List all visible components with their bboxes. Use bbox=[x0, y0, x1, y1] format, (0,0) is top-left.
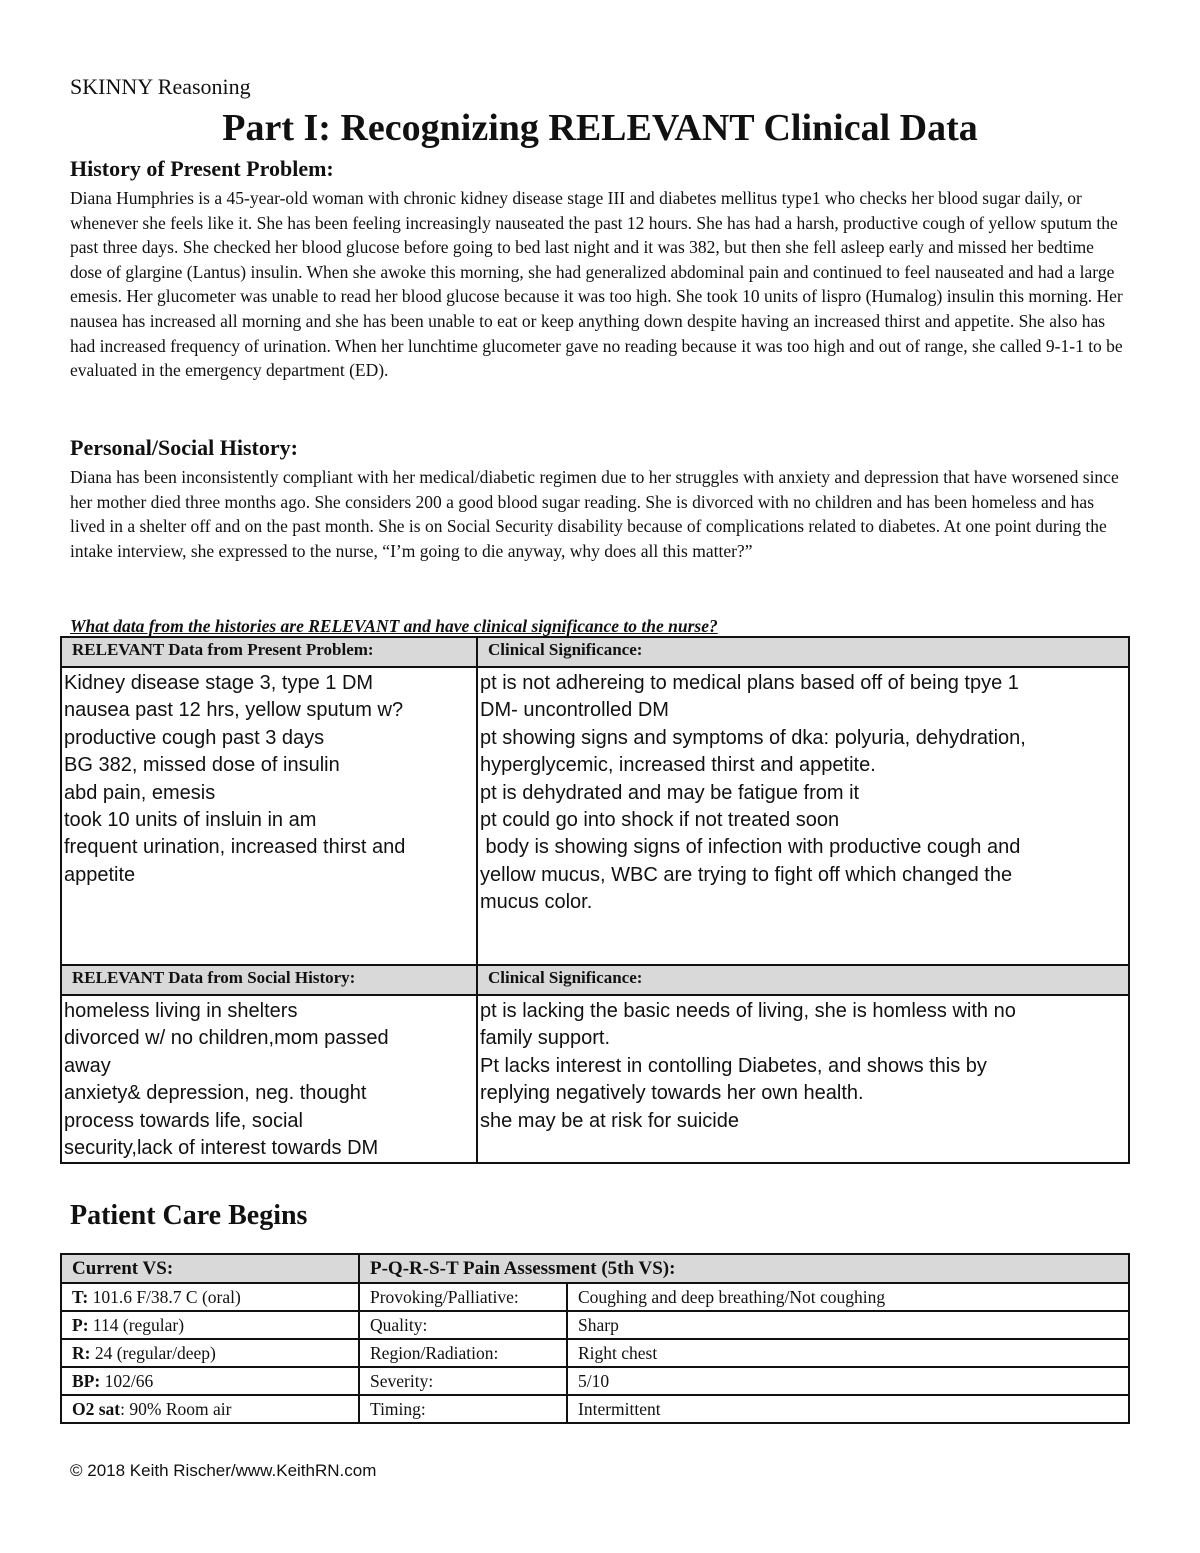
list-item: Kidney disease stage 3, type 1 DM bbox=[64, 672, 374, 694]
page-title: Part I: Recognizing RELEVANT Clinical Data bbox=[222, 107, 978, 149]
table-row bbox=[61, 1339, 1129, 1367]
relevance-question: What data from the histories are RELEVANT and have clinical significance to the nurse? bbox=[70, 616, 718, 636]
document-label: SKINNY Reasoning bbox=[70, 74, 251, 99]
pain-value: 5/10 bbox=[567, 1367, 1129, 1395]
list-item: homeless living in shelters bbox=[64, 1000, 298, 1022]
present-data-header: RELEVANT Data from Present Problem: bbox=[61, 637, 477, 667]
pain-value: Sharp bbox=[567, 1311, 1129, 1339]
present-data-cell[interactable] bbox=[61, 667, 477, 965]
list-item: she may be at risk for suicide bbox=[480, 1109, 739, 1132]
vs-value: 114 (regular) bbox=[88, 1314, 185, 1335]
present-data-list bbox=[62, 668, 476, 889]
list-item: nausea past 12 hrs, yellow sputum w? bbox=[64, 699, 404, 722]
social-data-list bbox=[62, 996, 476, 1162]
table-header-row bbox=[61, 1254, 1129, 1283]
social-data-cell[interactable] bbox=[61, 995, 477, 1163]
list-item: divorced w/ no children,mom passed bbox=[64, 1027, 389, 1050]
list-item: pt is not adhereing to medical plans based off of being tpye 1 bbox=[480, 672, 1019, 694]
table-row bbox=[61, 995, 1129, 1163]
table-header-row bbox=[61, 965, 1129, 995]
vs-value: 101.6 F/38.7 C (oral) bbox=[88, 1286, 241, 1307]
pain-value: Intermittent bbox=[567, 1395, 1129, 1423]
list-item: BG 382, missed dose of insulin bbox=[64, 754, 340, 777]
list-item: security,lack of interest towards DM bbox=[64, 1137, 379, 1160]
vs-value: : 90% Room air bbox=[120, 1398, 232, 1419]
pain-value: Coughing and deep breathing/Not coughing bbox=[567, 1283, 1129, 1311]
list-item: away bbox=[64, 1054, 111, 1077]
history-heading: History of Present Problem: bbox=[70, 156, 334, 181]
social-significance-header: Clinical Significance: bbox=[477, 965, 1129, 995]
pain-label: Timing: bbox=[359, 1395, 567, 1423]
vs-label: P: bbox=[72, 1314, 89, 1335]
list-item: hyperglycemic, increased thirst and appetite. bbox=[480, 754, 876, 777]
copyright-footer: © 2018 Keith Rischer/www.KeithRN.com bbox=[70, 1461, 377, 1480]
vs-cell bbox=[61, 1367, 359, 1395]
list-item: pt is dehydrated and may be fatigue from it bbox=[480, 781, 860, 804]
table-row bbox=[61, 667, 1129, 965]
history-text: Diana Humphries is a 45-year-old woman with chronic kidney disease stage III and diabetes mellitus type1 who checks her blood sugar daily, or whenever she feels like it. She has been feeling increasingly nauseated the past 12 hours. She has had a harsh, productive cough of yellow sputum the past three days. She checked her blood glucose before going to bed last night and it was 382, but then she fell asleep early and missed her bedtime dose of glargine (Lantus) insulin. When she awoke this morning, she had generalized abdominal pain and continued to feel nauseated and had a large emesis. Her glucometer was unable to read her blood glucose because it was too high. She took 10 units of lispro (Humalog) insulin this morning. Her nausea has increased all morning and she has been unable to eat or keep anything down despite having an increased thirst and appetite. She also has had increased frequency of urination. When her lunchtime glucometer gave no reading because it was too high and out of range, she called 9-1-1 to be evaluated in the emergency department (ED). bbox=[70, 188, 1123, 381]
social-data-header: RELEVANT Data from Social History: bbox=[61, 965, 477, 995]
list-item: DM- uncontrolled DM bbox=[480, 699, 669, 722]
list-item: body is showing signs of infection with productive cough and bbox=[480, 836, 1021, 859]
table-row bbox=[61, 1367, 1129, 1395]
list-item: process towards life, social bbox=[64, 1109, 303, 1132]
vs-cell bbox=[61, 1395, 359, 1423]
pain-value: Right chest bbox=[567, 1339, 1129, 1367]
vs-label: O2 sat bbox=[72, 1398, 121, 1419]
list-item: took 10 units of insluin in am bbox=[64, 809, 317, 832]
list-item: pt showing signs and symptoms of dka: polyuria, dehydration, bbox=[480, 726, 1026, 749]
table-header-row bbox=[61, 637, 1129, 667]
social-heading: Personal/Social History: bbox=[70, 435, 298, 460]
vs-label: T: bbox=[72, 1286, 89, 1307]
vital-signs-table bbox=[60, 1253, 1130, 1424]
pain-label: Severity: bbox=[359, 1367, 567, 1395]
vs-value: 24 (regular/deep) bbox=[90, 1342, 216, 1363]
pain-label: Provoking/Palliative: bbox=[359, 1283, 567, 1311]
vs-cell bbox=[61, 1311, 359, 1339]
vs-label: R: bbox=[72, 1342, 91, 1363]
vs-value: 102/66 bbox=[100, 1370, 154, 1391]
list-item: appetite bbox=[64, 863, 136, 886]
list-item: pt could go into shock if not treated soon bbox=[480, 809, 840, 832]
patient-care-heading: Patient Care Begins bbox=[70, 1200, 308, 1231]
list-item: productive cough past 3 days bbox=[64, 726, 325, 749]
list-item: Pt lacks interest in contolling Diabetes, and shows this by bbox=[480, 1054, 987, 1077]
list-item: replying negatively towards her own health. bbox=[480, 1082, 864, 1105]
relevant-data-table bbox=[60, 636, 1130, 1164]
list-item: family support. bbox=[480, 1027, 611, 1050]
list-item: abd pain, emesis bbox=[64, 781, 216, 804]
social-significance-list bbox=[478, 996, 1128, 1135]
list-item: anxiety& depression, neg. thought bbox=[64, 1082, 367, 1105]
social-text: Diana has been inconsistently compliant with her medical/diabetic regimen due to her struggles with anxiety and depression that have worsened since her mother died three months ago. She considers 200 a good blood sugar reading. She is divorced with no children and has been homeless and has lived in a shelter off and on the past month. She is on Social Security disability because of complications related to diabetes. At one point during the intake interview, she expressed to the nurse, “I’m going to die anyway, why does all this matter?” bbox=[70, 467, 1119, 561]
present-significance-list bbox=[478, 668, 1128, 917]
vs-cell bbox=[61, 1283, 359, 1311]
list-item: pt is lacking the basic needs of living, she is homless with no bbox=[480, 1000, 1016, 1022]
vs-cell bbox=[61, 1339, 359, 1367]
pain-label: Region/Radiation: bbox=[359, 1339, 567, 1367]
present-significance-cell[interactable] bbox=[477, 667, 1129, 965]
list-item: yellow mucus, WBC are trying to fight off which changed the bbox=[480, 863, 1013, 886]
pain-assessment-header: P-Q-R-S-T Pain Assessment (5th VS): bbox=[359, 1254, 1129, 1283]
table-row bbox=[61, 1311, 1129, 1339]
table-row bbox=[61, 1395, 1129, 1423]
pain-label: Quality: bbox=[359, 1311, 567, 1339]
social-significance-cell[interactable] bbox=[477, 995, 1129, 1163]
vs-header: Current VS: bbox=[61, 1254, 359, 1283]
vs-label: BP: bbox=[72, 1370, 101, 1391]
present-significance-header: Clinical Significance: bbox=[477, 637, 1129, 667]
list-item: mucus color. bbox=[480, 891, 593, 914]
list-item: frequent urination, increased thirst and bbox=[64, 836, 406, 859]
table-row bbox=[61, 1283, 1129, 1311]
